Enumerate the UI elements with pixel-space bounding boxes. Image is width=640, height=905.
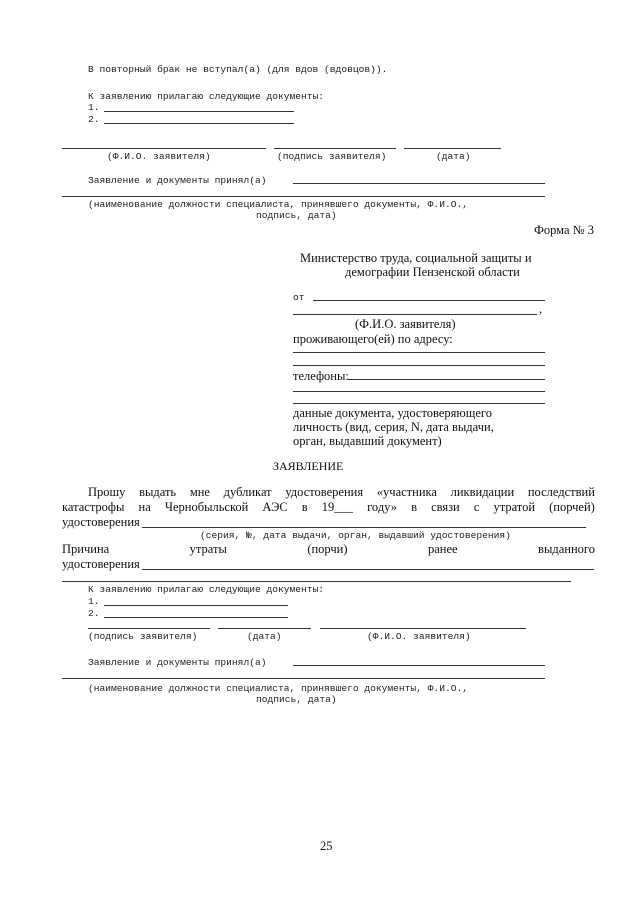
word: выданного — [538, 542, 595, 556]
statement-paragraph-line-3: удостоверения — [62, 515, 140, 529]
documents-accepted-line — [293, 183, 545, 184]
attachments-title-2: К заявлению прилагаю следующие документы: — [88, 584, 325, 595]
attachment-item-1-number: 1. — [88, 102, 100, 113]
word: 19___ — [321, 500, 354, 514]
documents-accepted-line-2 — [293, 665, 545, 666]
attachments-title: К заявлению прилагаю следующие документы: — [88, 91, 325, 102]
word: году» — [367, 500, 397, 514]
specialist-caption-2-line-2: подпись, дата) — [256, 694, 337, 705]
statement-paragraph-line-2 — [62, 500, 595, 515]
certificate-details-line — [142, 527, 586, 528]
word: в — [301, 500, 308, 514]
documents-accepted-label-2: Заявление и документы принял(а) — [88, 657, 267, 668]
specialist-caption-line-2: подпись, дата) — [256, 210, 337, 221]
applicant-signature-line-2 — [88, 628, 210, 629]
word: мне — [189, 485, 210, 499]
word: (порчей) — [549, 500, 595, 514]
from-name-line — [313, 300, 545, 301]
applicant-signature-caption-2: (подпись заявителя) — [88, 631, 198, 642]
ministry-line-2: демографии Пензенской области — [345, 265, 520, 279]
attachment-2-item-2-line — [104, 617, 288, 618]
phones-line-2 — [293, 391, 545, 392]
id-document-label-2: личность (вид, серия, N, дата выдачи, — [293, 420, 494, 434]
applicant-name-caption: (Ф.И.О. заявителя) — [107, 151, 211, 162]
date-line — [404, 148, 501, 149]
word: выдать — [139, 485, 177, 499]
specialist-line-2 — [62, 678, 545, 679]
address-line-2 — [293, 365, 545, 366]
attachment-item-1-line — [104, 111, 294, 112]
applicant-signature-line — [274, 148, 396, 149]
word: дубликат — [223, 485, 272, 499]
word: ранее — [427, 542, 458, 556]
date-caption: (дата) — [436, 151, 471, 162]
word: Чернобыльской — [164, 500, 249, 514]
reason-line-2: удостоверения — [62, 557, 140, 571]
reason-fill-line-1 — [142, 569, 594, 570]
certificate-details-caption: (серия, №, дата выдачи, орган, выдавший удостоверения) — [200, 530, 511, 541]
word: ликвидации — [450, 485, 515, 499]
applicant-name-line-2 — [320, 628, 526, 629]
attachment-2-item-2-number: 2. — [88, 608, 100, 619]
from-label: от — [293, 292, 305, 303]
attachment-2-item-1-line — [104, 605, 288, 606]
applicant-name-line — [62, 148, 266, 149]
address-line-1 — [293, 352, 545, 353]
word: «участника — [376, 485, 437, 499]
reason-fill-line-2 — [62, 581, 571, 582]
attachment-item-2-number: 2. — [88, 114, 100, 125]
phones-label: телефоны: — [293, 369, 349, 383]
from-name-line-2 — [293, 314, 537, 315]
specialist-line — [62, 196, 545, 197]
phones-line — [348, 379, 545, 380]
documents-accepted-label: Заявление и документы принял(а) — [88, 175, 267, 186]
word: удостоверения — [285, 485, 364, 499]
phones-line-3 — [293, 403, 545, 404]
word: АЭС — [262, 500, 288, 514]
word: утраты — [189, 542, 227, 556]
form-number: Форма № 3 — [534, 223, 594, 237]
id-document-label-3: орган, выдавший документ) — [293, 434, 442, 448]
word: утратой — [493, 500, 536, 514]
applicant-name-caption-form: (Ф.И.О. заявителя) — [355, 317, 456, 331]
statement-title: ЗАЯВЛЕНИЕ — [273, 459, 344, 473]
date-line-2 — [218, 628, 311, 629]
remarriage-note: В повторный брак не вступал(а) (для вдов (вдовцов)). — [88, 64, 388, 75]
word: связи — [431, 500, 460, 514]
word: катастрофы — [62, 500, 125, 514]
reason-line-1 — [62, 542, 595, 557]
attachment-item-2-line — [104, 123, 294, 124]
comma-mark: , — [539, 302, 543, 316]
attachment-2-item-1-number: 1. — [88, 596, 100, 607]
statement-paragraph-line-1 — [88, 485, 595, 500]
page-number: 25 — [320, 839, 333, 853]
word: последствий — [527, 485, 595, 499]
specialist-caption-line-1: (наименование должности специалиста, принявшего документы, Ф.И.О., — [88, 199, 468, 210]
word: в — [411, 500, 417, 514]
specialist-caption-2-line-1: (наименование должности специалиста, принявшего документы, Ф.И.О., — [88, 683, 468, 694]
id-document-label-1: данные документа, удостоверяющего — [293, 406, 492, 420]
applicant-name-caption-2: (Ф.И.О. заявителя) — [367, 631, 471, 642]
applicant-signature-caption: (подпись заявителя) — [277, 151, 387, 162]
date-caption-2: (дата) — [247, 631, 282, 642]
word: Прошу — [88, 485, 126, 499]
word: (порчи) — [307, 542, 348, 556]
word: на — [138, 500, 151, 514]
word: Причина — [62, 542, 110, 556]
ministry-line-1: Министерство труда, социальной защиты и — [300, 251, 532, 265]
word: с — [473, 500, 480, 514]
residing-label: проживающего(ей) по адресу: — [293, 332, 453, 346]
